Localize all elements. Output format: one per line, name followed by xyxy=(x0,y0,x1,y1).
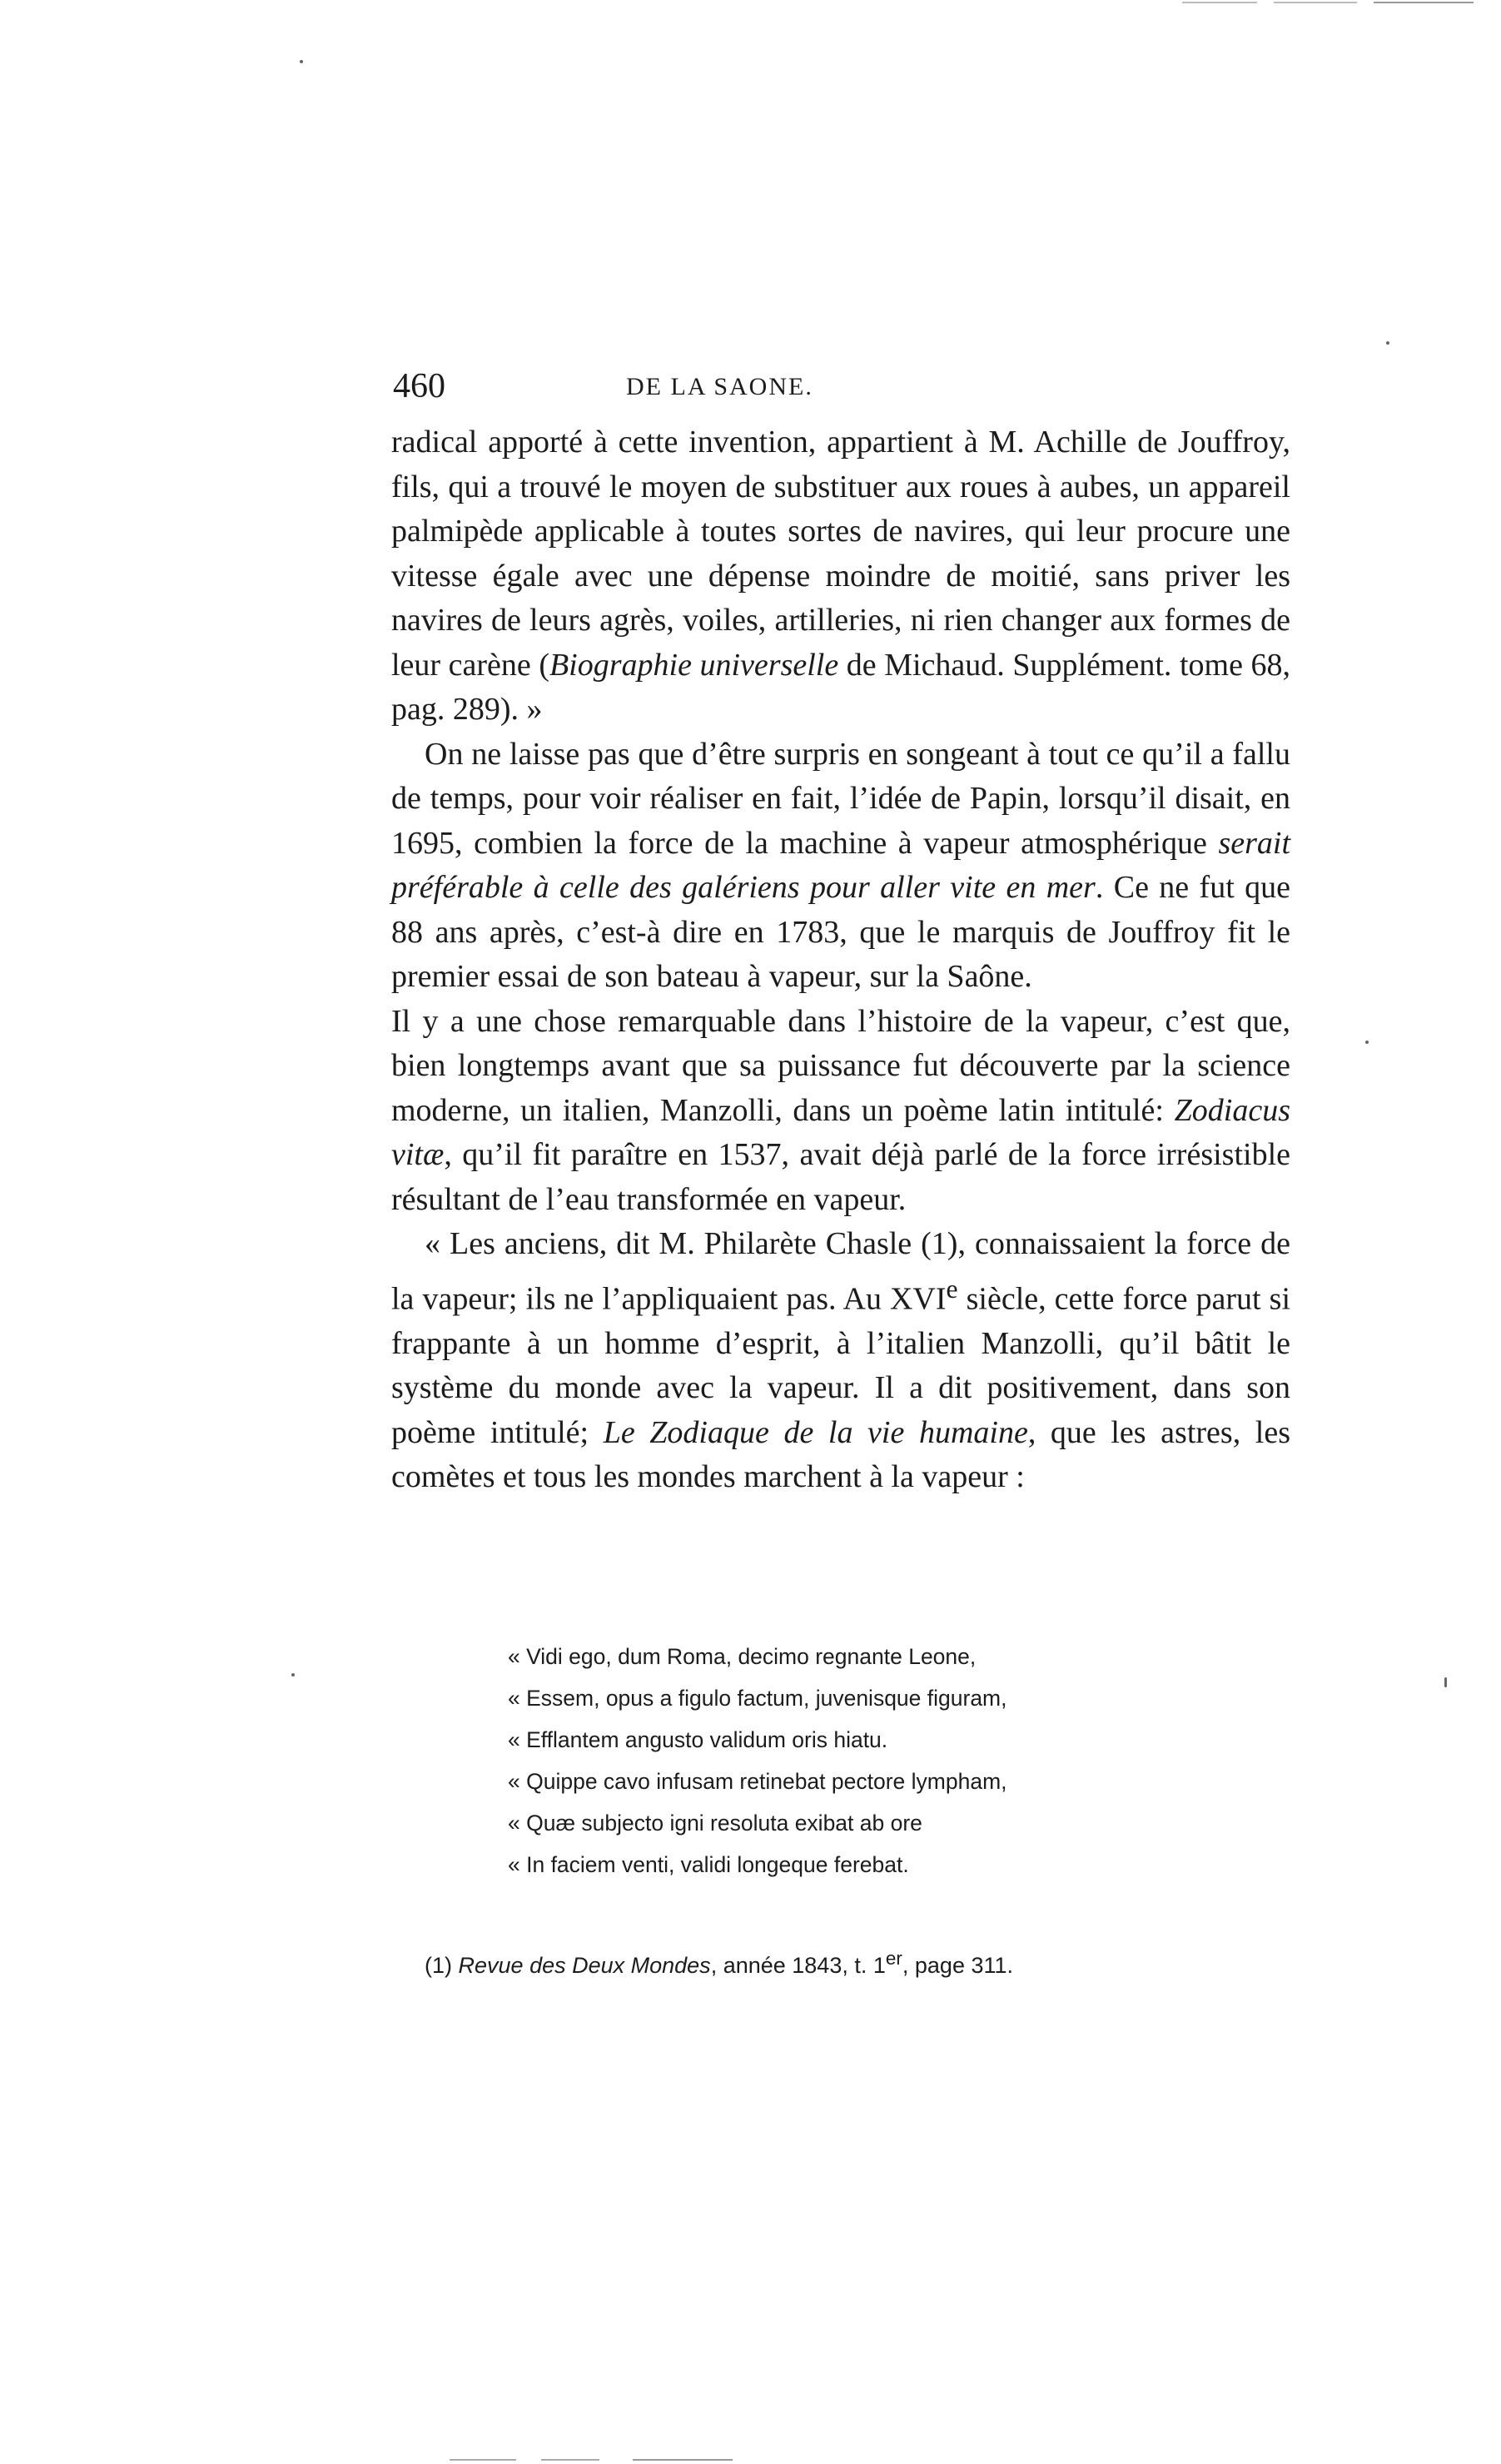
scan-speck xyxy=(300,60,303,63)
verse-line: « In faciem venti, validi longeque ferebat. xyxy=(508,1852,909,1877)
scan-artifact-bottom xyxy=(541,2459,599,2461)
verse-line: « Efflantem angusto validum oris hiatu. xyxy=(508,1727,888,1752)
scan-speck xyxy=(1365,1041,1369,1044)
paragraph-2: On ne laisse pas que d’être surpris en songeant à tout ce qu’il a fallu de temps, pour voir réaliser en fait, l’idée de Papin, lorsqu’il disait, en 1695, combien la force de la machine à vapeur atmosphérique serait préférable à celle des galériens pour aller vite en mer. Ce ne fut que 88 ans après, c’est-à dire en 1783, que le marquis de Jouffroy fit le premier essai de son bateau à vapeur, sur la Saône. xyxy=(391,736,1291,994)
scan-artifact-bottom xyxy=(450,2459,516,2461)
page-number: 460 xyxy=(393,367,445,405)
verse-line: « Quippe cavo infusam retinebat pectore lympham, xyxy=(508,1769,1007,1794)
verse-line: « Quæ subjecto igni resoluta exibat ab ore xyxy=(508,1811,922,1836)
scan-speck xyxy=(291,1673,295,1677)
footnote-source: Revue des Deux Mondes xyxy=(458,1953,711,1978)
scan-artifact-bottom xyxy=(633,2459,733,2461)
scan-speck xyxy=(1386,341,1389,345)
footnote: (1) Revue des Deux Mondes, année 1843, t. 1er, page 311. xyxy=(425,1948,1014,1978)
scan-speck xyxy=(1444,1677,1447,1687)
body-text xyxy=(391,420,1290,1500)
verse-line: « Vidi ego, dum Roma, decimo regnante Leone, xyxy=(508,1644,977,1669)
scan-artifact-top xyxy=(1182,2,1257,3)
paragraph-3: Il y a une chose remarquable dans l’histoire de la vapeur, c’est que, bien longtemps avant que sa puissance fut découverte par la science moderne, un italien, Manzolli, dans un poème latin intitulé: Zodiacus vitæ, qu’il fit paraître en 1537, avait déjà parlé de la force irrésistible résultant de l’eau transformée en vapeur. xyxy=(391,1003,1290,1217)
running-head: DE LA SAONE. xyxy=(626,373,813,400)
scan-artifact-top xyxy=(1274,2,1357,3)
scan-artifact-top xyxy=(1374,2,1474,3)
latin-verse xyxy=(508,1636,1257,1885)
paragraph-1: radical apporté à cette invention, appartient à M. Achille de Jouffroy, fils, qui a trouvé le moyen de substituer aux roues à aubes, un appareil palmipède applicable à toutes sortes de navires, qui leur procure une vitesse égale avec une dépense moindre de moitié, sans priver les navires de leurs agrès, voiles, artilleries, ni rien changer aux formes de leur carène (Biographie universelle de Michaud. Supplément. tome 68, pag. 289). » xyxy=(391,425,1290,727)
page-header xyxy=(393,366,1292,416)
verse-line: « Essem, opus a figulo factum, juvenisque figuram, xyxy=(508,1686,1007,1711)
paragraph-4: « Les anciens, dit M. Philarète Chasle (1), connaissaient la force de la vapeur; ils ne l’appliquaient pas. Au XVIe siècle, cette force parut si frappante à un homme d’esprit, à l’italien Manzolli, qu’il bâtit le système du monde avec la vapeur. Il a dit positivement, dans son poème intitulé; Le Zodiaque de la vie humaine, que les astres, les comètes et tous les mondes marchent à la vapeur : xyxy=(391,1226,1290,1495)
